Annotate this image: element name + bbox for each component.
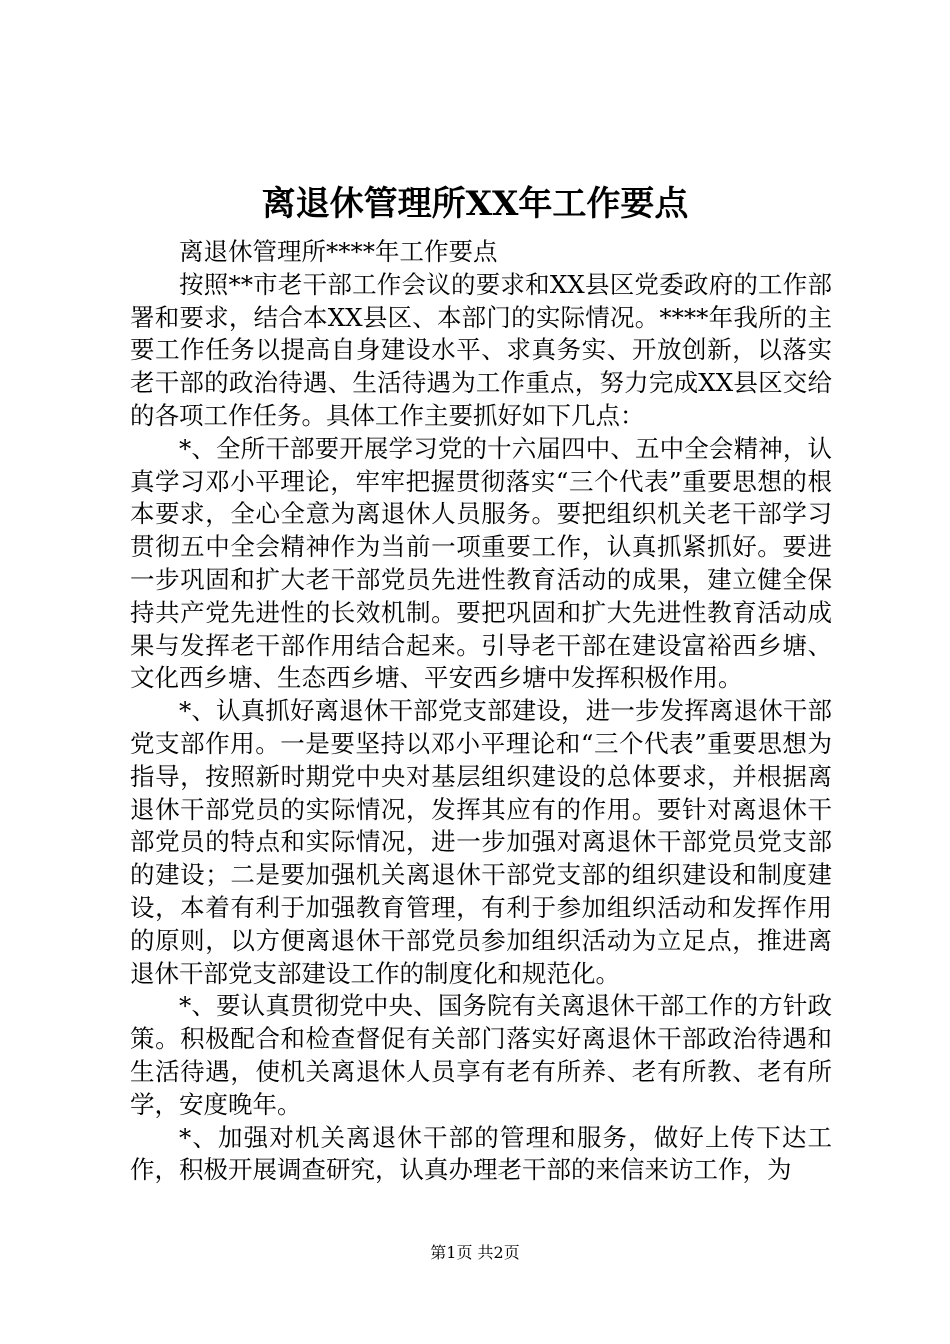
paragraph-intro: 按照**市老干部工作会议的要求和XX县区党委政府的工作部署和要求，结合本XX县区、本部门的实际情况。****年我所的主要工作任务以提高自身建设水平、求真务实、开放创新，以落实老干部的政治待遇、生活待遇为工作重点，努力完成XX县区交给的各项工作任务。具体工作主要抓好如下几点： — [130, 269, 832, 430]
paragraph-subtitle: 离退休管理所****年工作要点 — [179, 237, 498, 266]
paragraph-item-4: *、加强对机关离退休干部的管理和服务，做好上传下达工作，积极开展调查研究，认真办理老干部的来信来访工作，为 — [130, 1122, 832, 1185]
page-footer: 第1页 共2页 — [430, 1243, 520, 1262]
document-title: 离退休管理所XX年工作要点 — [261, 184, 689, 224]
paragraph-item-3: *、要认真贯彻党中央、国务院有关离退休干部工作的方针政策。积极配合和检查督促有关部门落实好离退休干部政治待遇和生活待遇，使机关离退休人员享有老有所养、老有所教、老有所学，安度晚年。 — [130, 991, 832, 1119]
paragraph-item-2: *、认真抓好离退休干部党支部建设，进一步发挥离退休干部党支部作用。一是要坚持以邓小平理论和“三个代表”重要思想为指导，按照新时期党中央对基层组织建设的总体要求，并根据离退休干部党员的实际情况，发挥其应有的作用。要针对离退休干部党员的特点和实际情况，进一步加强对离退休干部党员党支部的建设；二是要加强机关离退休干部党支部的组织建设和制度建设，本着有利于加强教育管理，有利于参加组织活动和发挥作用的原则，以方便离退休干部党员参加组织活动为立足点，推进离退休干部党支部建设工作的制度化和规范化。 — [130, 696, 832, 988]
document-body — [130, 236, 832, 1187]
paragraph-item-1: *、全所干部要开展学习党的十六届四中、五中全会精神，认真学习邓小平理论，牢牢把握贯彻落实“三个代表”重要思想的根本要求，全心全意为离退休人员服务。要把组织机关老干部学习贯彻五中全会精神作为当前一项重要工作，认真抓紧抓好。要进一步巩固和扩大老干部党员先进性教育活动的成果，建立健全保持共产党先进性的长效机制。要把巩固和扩大先进性教育活动成果与发挥老干部作用结合起来。引导老干部在建设富裕西乡塘、文化西乡塘、生态西乡塘、平安西乡塘中发挥积极作用。 — [130, 433, 832, 693]
